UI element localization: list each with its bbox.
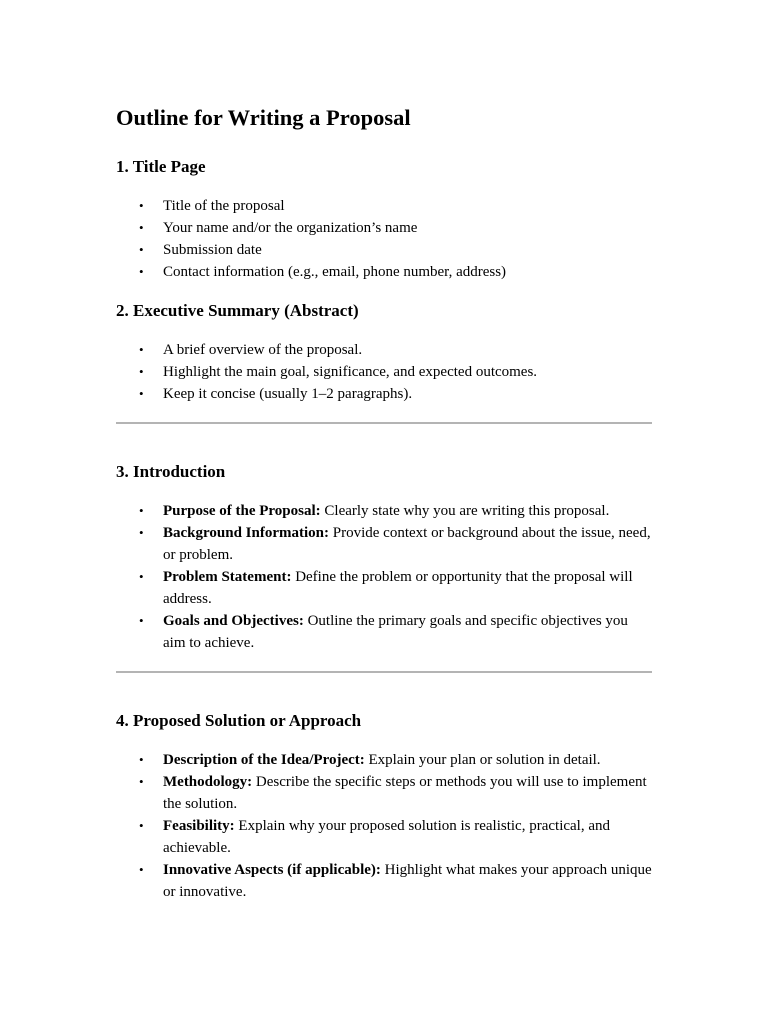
section-list-executive-summary (116, 339, 652, 405)
section-heading-proposed-solution: 4. Proposed Solution or Approach (116, 711, 362, 730)
list-item-term: Background Information: (163, 525, 329, 541)
list-item (163, 261, 652, 283)
section-list-proposed-solution (116, 749, 652, 903)
list-item (163, 239, 652, 261)
list-item-term: Goals and Objectives: (163, 613, 304, 629)
list-item (163, 566, 652, 610)
list-item-term: Problem Statement: (163, 569, 292, 585)
list-item (163, 217, 652, 239)
horizontal-divider (116, 671, 652, 673)
list-item (163, 383, 652, 405)
document-body (116, 101, 652, 903)
list-item-text: A brief overview of the proposal. (163, 342, 363, 358)
list-item-term: Purpose of the Proposal: (163, 503, 321, 519)
list-item-text: Outline the primary goals and specific objectives you aim to achieve. (163, 613, 628, 651)
list-item (163, 771, 652, 815)
list-item (163, 361, 652, 383)
list-item (163, 815, 652, 859)
list-item-text: Explain why your proposed solution is realistic, practical, and achievable. (163, 818, 611, 856)
list-item-text: Your name and/or the organization’s name (163, 220, 418, 236)
section-list-title-page (116, 195, 652, 283)
list-item-text: Explain your plan or solution in detail. (364, 752, 601, 768)
list-item (163, 195, 652, 217)
list-item (163, 610, 652, 654)
list-item-text: Submission date (163, 242, 262, 258)
list-item-text: Define the problem or opportunity that the proposal will address. (163, 569, 633, 607)
list-item-term: Feasibility: (163, 818, 235, 834)
list-item (163, 500, 652, 522)
list-item (163, 749, 652, 771)
section-heading-introduction: 3. Introduction (116, 462, 226, 481)
list-item (163, 339, 652, 361)
list-item-term: Methodology: (163, 774, 253, 790)
list-item-text: Highlight what makes your approach unique or innovative. (163, 862, 652, 900)
section-heading-title-page: 1. Title Page (116, 157, 206, 176)
horizontal-divider (116, 422, 652, 424)
list-item-text: Title of the proposal (163, 198, 285, 214)
list-item-text: Keep it concise (usually 1–2 paragraphs). (163, 386, 413, 402)
list-item-term: Description of the Idea/Project: (163, 752, 365, 768)
document-title: Outline for Writing a Proposal (116, 105, 411, 130)
list-item-text: Describe the specific steps or methods you will use to implement the solution. (163, 774, 647, 812)
list-item (163, 859, 652, 903)
list-item-text: Highlight the main goal, significance, and expected outcomes. (163, 364, 538, 380)
list-item-text: Contact information (e.g., email, phone number, address) (163, 264, 507, 280)
list-item-text: Clearly state why you are writing this proposal. (320, 503, 610, 519)
list-item-text: Provide context or background about the issue, need, or problem. (163, 525, 651, 563)
list-item (163, 522, 652, 566)
list-item-term: Innovative Aspects (if applicable): (163, 862, 381, 878)
section-heading-executive-summary: 2. Executive Summary (Abstract) (116, 301, 359, 320)
section-list-introduction (116, 500, 652, 654)
